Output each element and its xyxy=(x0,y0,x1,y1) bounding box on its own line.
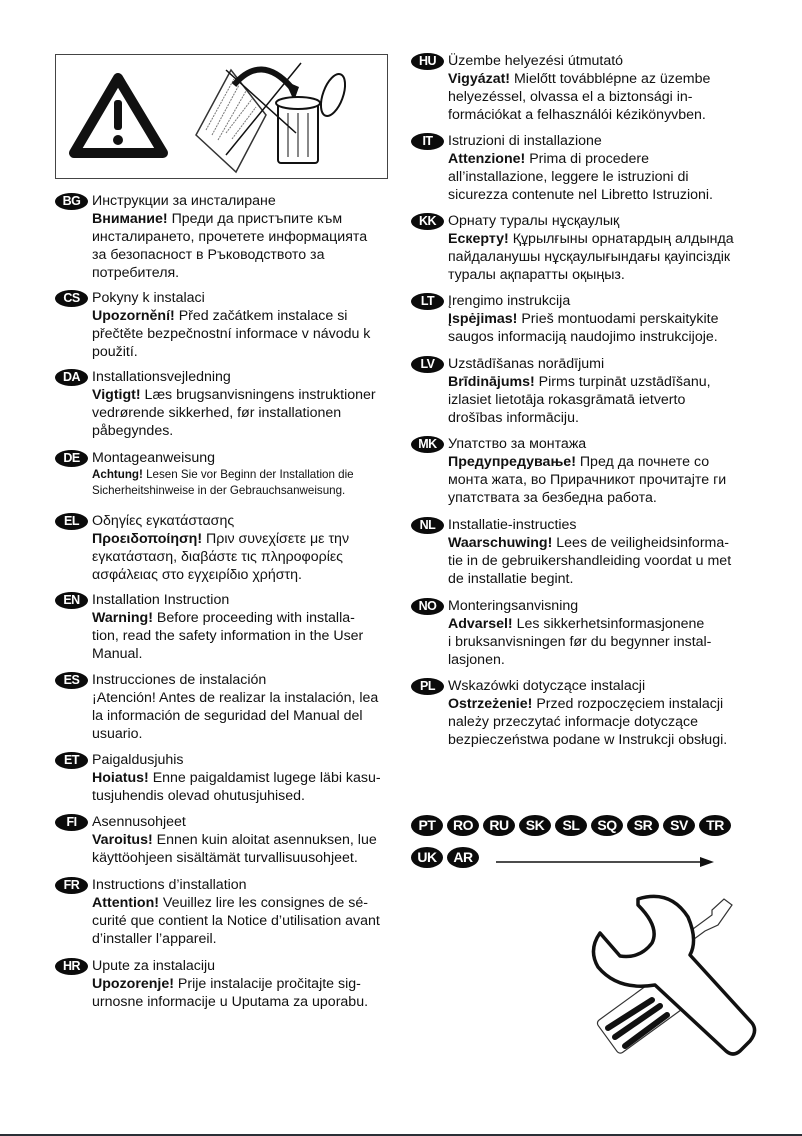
lang-badge-sk: SK xyxy=(519,815,551,836)
entry-body: Vigtigt! Læs brugsanvisningens instruktioner vedrørende sikkerhed, før installationen påbegyndes. xyxy=(92,387,376,439)
lang-badge-nl: NL xyxy=(411,517,444,534)
lang-badge-el: EL xyxy=(55,513,88,530)
entry-body: Varoitus! Ennen kuin aloitat asennuksen, lue käyttöohjeen sisältämät turvallisuusohjeet. xyxy=(92,832,377,866)
lang-badge-pt: PT xyxy=(411,815,443,836)
lang-entry-de xyxy=(55,449,390,499)
lang-entry-es xyxy=(55,671,390,743)
lang-entry-cs xyxy=(55,289,390,361)
entry-body: Ostrzeżenie! Przed rozpoczęciem instalacji należy przeczytać informacje dotyczące bezpieczeństwa podane w Instrukcji obsługi. xyxy=(448,696,728,748)
entry-title: Pokyny k instalaci xyxy=(92,290,205,306)
entry-body: Upozorenje! Prije instalacije pročitajte sig- urnosne informacije u Uputama za uporabu. xyxy=(92,976,369,1010)
entry-title: Οδηγίες εγκατάστασης xyxy=(92,513,235,529)
entry-body: Предупредување! Пред да почнете со монта жата, во Прирачникот прочитајте ги упатствата за безбедна работа. xyxy=(448,454,727,506)
lang-badge-uk: UK xyxy=(411,847,443,868)
arrow-right-icon xyxy=(496,857,714,867)
entry-body: Hoiatus! Enne paigaldamist lugege läbi kasu- tusjuhendis olevad ohutusjuhised. xyxy=(92,770,381,804)
lang-entry-hr xyxy=(55,957,390,1011)
entry-title: Upute za instalaciju xyxy=(92,958,216,974)
lang-entry-nl xyxy=(411,516,756,588)
entry-body: Attenzione! Prima di procedere all’installazione, leggere le istruzioni di sicurezza contenute nel Libretto Istruzioni. xyxy=(448,151,713,203)
lang-badge-hu: HU xyxy=(411,53,444,70)
lang-badge-sl: SL xyxy=(555,815,587,836)
lang-badge-ro: RO xyxy=(447,815,479,836)
entry-body: Προειδοποίηση! Πριν συνεχίσετε με την εγκατάσταση, διαβάστε τις πληροφορίες ασφάλειας στο εγχειρίδιο χρήστη. xyxy=(92,531,350,583)
entry-body: Waarschuwing! Lees de veiligheidsinforma- tie in de gebruikershandleiding voordat u met de installatie begint. xyxy=(448,535,732,587)
entry-title: Uzstādīšanas norādījumi xyxy=(448,356,605,372)
entry-body: Внимание! Преди да пристъпите към инсталирането, прочетете информацията за безопасност в Ръководството за потребителя. xyxy=(92,211,368,281)
lang-entry-da xyxy=(55,368,390,440)
entry-title: Asennusohjeet xyxy=(92,814,186,830)
entry-body: Įspėjimas! Prieš montuodami perskaitykite saugos informaciją naudojimo instrukcijoje. xyxy=(448,311,719,345)
lang-entry-en xyxy=(55,591,390,663)
lang-badge-sv: SV xyxy=(663,815,695,836)
other-languages-row-2 xyxy=(411,847,479,868)
entry-title: Įrengimo instrukcija xyxy=(448,293,571,309)
entry-body: Attention! Veuillez lire les consignes de sé- curité que contient la Notice d’utilisation avant d’installer l’appareil. xyxy=(92,895,380,947)
lang-badge-it: IT xyxy=(411,133,444,150)
lang-entry-bg xyxy=(55,192,390,282)
lang-entry-hu xyxy=(411,52,756,124)
lang-badge-ru: RU xyxy=(483,815,515,836)
lang-entry-lt xyxy=(411,292,756,346)
entry-body: Warning! Before proceeding with installa- tion, read the safety information in the User Manual. xyxy=(92,610,364,662)
entry-title: Instructions d’installation xyxy=(92,877,247,893)
lang-badge-sq: SQ xyxy=(591,815,623,836)
lang-badge-kk: KK xyxy=(411,213,444,230)
lang-entry-lv xyxy=(411,355,756,427)
entry-title: Paigaldusjuhis xyxy=(92,752,184,768)
entry-title: Montageanweisung xyxy=(92,450,216,466)
lang-badge-ar: AR xyxy=(447,847,479,868)
lang-badge-pl: PL xyxy=(411,678,444,695)
lang-entry-pl xyxy=(411,677,756,749)
entry-title: Инструкции за инсталиране xyxy=(92,193,276,209)
lang-badge-fr: FR xyxy=(55,877,88,894)
lang-badge-no: NO xyxy=(411,598,444,615)
lang-entry-et xyxy=(55,751,390,805)
lang-badge-da: DA xyxy=(55,369,88,386)
lang-entry-fr xyxy=(55,876,390,948)
lang-badge-de: DE xyxy=(55,450,88,467)
do-not-discard-manual-icon xyxy=(196,63,350,172)
lang-badge-bg: BG xyxy=(55,193,88,210)
lang-badge-sr: SR xyxy=(627,815,659,836)
warning-illustration xyxy=(55,54,388,179)
lang-entry-kk xyxy=(411,212,756,284)
entry-title: Üzembe helyezési útmutató xyxy=(448,53,624,69)
entry-title: Instrucciones de instalación xyxy=(92,672,267,688)
entry-body: Ескерту! Құрылғыны орнатардың алдында пайдаланушы нұсқаулығындағы қауіпсіздік туралы ақпаратты оқыңыз. xyxy=(448,231,734,283)
entry-body: ¡Atención! Antes de realizar la instalación, lea la información de seguridad del Manual del usuario. xyxy=(92,690,379,742)
entry-title: Wskazówki dotyczące instalacji xyxy=(448,678,646,694)
lang-entry-el xyxy=(55,512,390,584)
lang-entry-mk xyxy=(411,435,756,507)
entry-title: Installationsvejledning xyxy=(92,369,231,385)
entry-body: Vigyázat! Mielőtt továbblépne az üzembe helyezéssel, olvassa el a biztonsági in- formációkat a felhasználói kézikönyvben. xyxy=(448,71,711,123)
lang-badge-fi: FI xyxy=(55,814,88,831)
lang-badge-tr: TR xyxy=(699,815,731,836)
entry-title: Installation Instruction xyxy=(92,592,230,608)
lang-badge-es: ES xyxy=(55,672,88,689)
other-languages-row-1 xyxy=(411,815,731,836)
lang-entry-it xyxy=(411,132,756,204)
lang-badge-hr: HR xyxy=(55,958,88,975)
entry-title: Installatie-instructies xyxy=(448,517,577,533)
entry-body: Advarsel! Les sikkerhetsinformasjonene i bruksanvisningen før du begynner instal- lasjonen. xyxy=(448,616,712,668)
lang-badge-cs: CS xyxy=(55,290,88,307)
lang-badge-mk: MK xyxy=(411,436,444,453)
entry-title: Орнату туралы нұсқаулық xyxy=(448,213,620,229)
lang-entry-no xyxy=(411,597,756,669)
entry-body: Brīdinājums! Pirms turpināt uzstādīšanu, izlasiet lietotāja rokasgrāmatā ietverto drošības informāciju. xyxy=(448,374,711,426)
entry-title: Упатство за монтажа xyxy=(448,436,587,452)
lang-badge-lv: LV xyxy=(411,356,444,373)
wrench-screwdriver-icon xyxy=(540,885,760,1075)
entry-body: Upozornění! Před začátkem instalace si přečtěte bezpečnostní informace v návodu k použití. xyxy=(92,308,371,360)
lang-entry-fi xyxy=(55,813,390,867)
lang-badge-et: ET xyxy=(55,752,88,769)
entry-title: Monteringsanvisning xyxy=(448,598,579,614)
entry-body: Achtung! Lesen Sie vor Beginn der Installation die Sicherheitshinweise in der Gebrauchsanweisung. xyxy=(92,468,354,497)
lang-badge-lt: LT xyxy=(411,293,444,310)
entry-title: Istruzioni di installazione xyxy=(448,133,602,149)
warning-triangle-icon xyxy=(56,55,386,177)
lang-badge-en: EN xyxy=(55,592,88,609)
